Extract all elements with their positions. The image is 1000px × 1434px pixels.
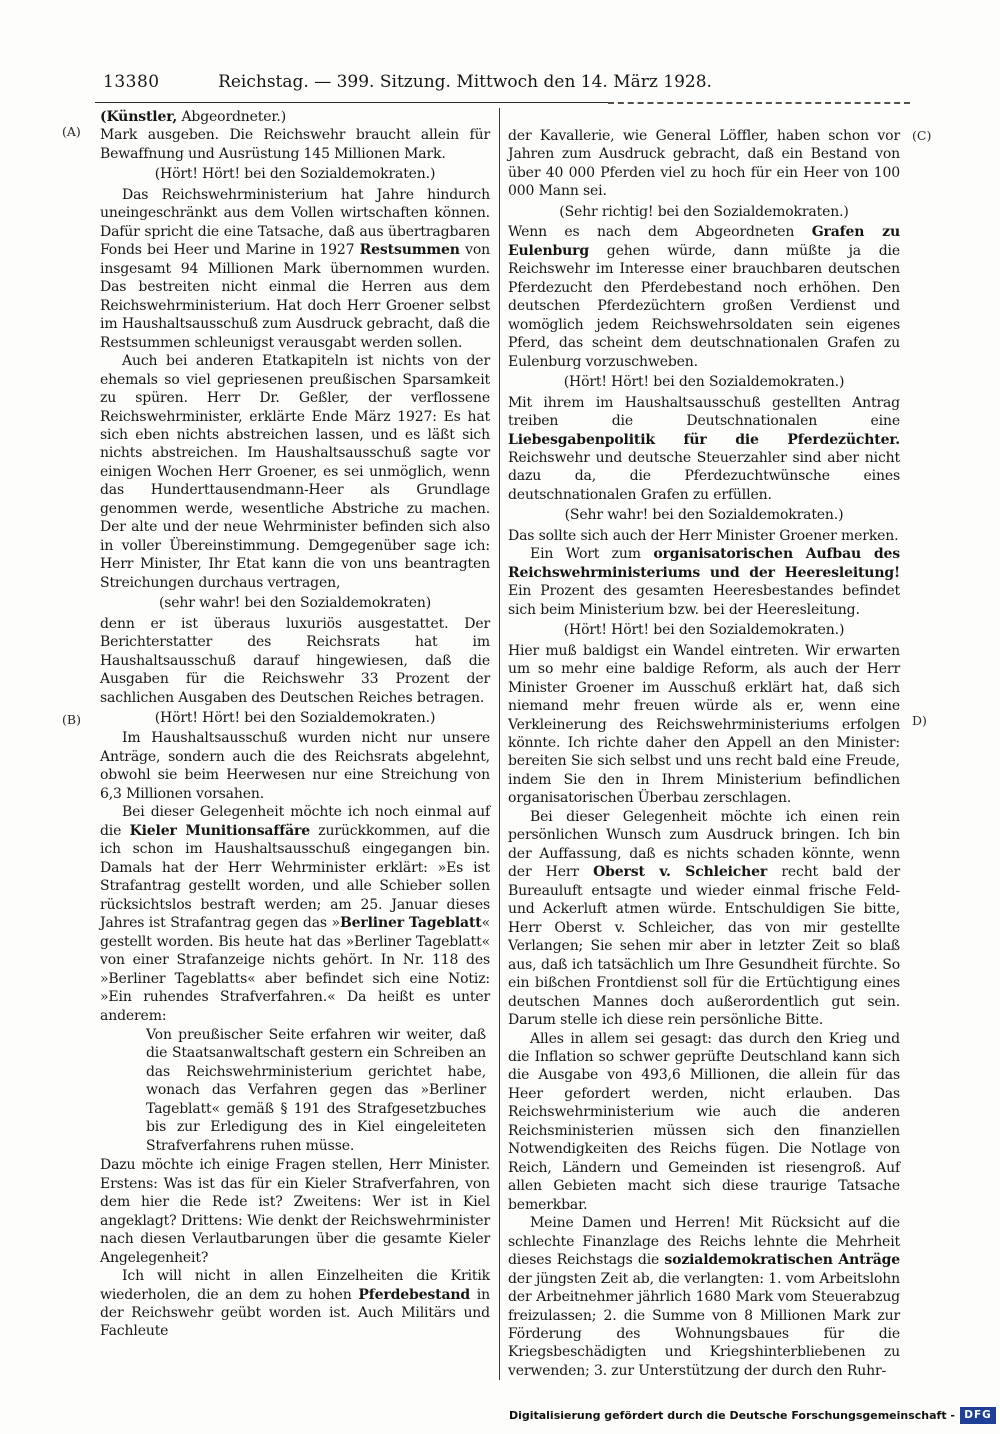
paragraph: Mark ausgeben. Die Reichswehr braucht allein für Bewaffnung und Ausrüstung 145 Millionen Mark. [100,127,490,162]
paragraph: Das Reichswehrministerium hat Jahre hindurch uneingeschränkt aus dem Vollen wirtschaften können. Dafür spricht die eine Tatsache, daß aus übertragbaren Fonds bei Heer und Marine in 1927 Restsummen von insgesamt 94 Millionen Mark übernommen wurden. Das bestreiten nicht einmal die Herren aus dem Reichswehrministerium. Hat doch Herr Groener selbst im Haushaltsausschuß zum Ausdruck gebracht, daß die Restsummen schleunigst verausgabt werden sollen. [100,186,490,351]
column-marker-b: (B) [62,712,81,727]
header-rule-solid [95,102,608,103]
column-left [100,108,490,1380]
paragraph: Im Haushaltsausschuß wurden nicht nur unsere Anträge, sondern auch die des Reichsrats abgelehnt, obwohl sie beim Heerwesen nur eine Streichung von 6,3 Millionen vorsahen. [100,730,490,802]
interjection-line: (sehr wahr! bei den Sozialdemokraten) [158,595,432,612]
column-marker-a: (A) [62,124,81,139]
dfg-logo: DFG [960,1407,996,1424]
footer [509,1407,996,1424]
header-rule-dashed [608,102,910,104]
speaker-line: (Künstler, Abgeordneter.) [100,109,287,125]
paragraph: Ich will nicht in allen Einzelheiten die Kritik wiederholen, die an dem zu hohen Pferdebestand in der Reichswehr geübt worden ist. Auch Militärs und Fachleute [100,1268,490,1340]
interjection-line: (Sehr wahr! bei den Sozialdemokraten.) [564,507,844,524]
column-divider [499,108,500,1380]
page-header [0,72,1000,98]
header-title: Reichstag. — 399. Sitzung. Mittwoch den 14. März 1928. [218,72,712,92]
paragraph: der Kavallerie, wie General Löffler, haben schon vor Jahren zum Ausdruck gebracht, daß ein Bestand von über 40 000 Pferden viel zu hoch für ein Heer von 100 000 Mann sei. [508,128,900,200]
page-number: 13380 [103,72,160,92]
interjection-line: (Sehr richtig! bei den Sozialdemokraten.) [559,203,849,220]
paragraph: denn er ist überaus luxuriös ausgestattet. Der Berichterstatter des Reichsrats hat im Haushaltsausschuß darauf hingewiesen, daß die Ausgaben für die Reichswehr 33 Prozent der sachlichen Ausgaben des Deutschen Reiches betragen. [100,615,490,706]
interjection-line: (Hört! Hört! bei den Sozialdemokraten.) [563,374,845,391]
paragraph: Hier muß baldigst ein Wandel eintreten. Wir erwarten um so mehr eine baldige Reform, als auch der Herr Minister Groener im Ausschuß erklärt hat, daß sich niemand mehr freuen würde als er, wenn eine Verkleinerung des Reichswehrministeriums erfolgen könnte. Ich richte daher den Appell an den Minister: bereiten Sie sich selbst und uns recht bald eine Freude, indem Sie den in Ihrem Ministerium befindlichen organisatorischen Überbau zerschlagen. [508,642,900,807]
paragraph: Wenn es nach dem Abgeordneten Grafen zu Eulenburg gehen würde, dann müßte ja die Reichswehr im Interesse einer brauchbaren deutschen Pferdezucht den Pferdebestand noch erhöhen. Den deutschen Pferdezüchtern großen Verdienst und womöglich jedem Reichswehrsoldaten sein eigenes Pferd, das scheint dem deutschnationalen Grafen zu Eulenburg vorzuschweben. [508,224,900,370]
column-right [508,108,900,1380]
column-marker-c: (C) [912,128,932,143]
paragraph: Auch bei anderen Etatkapiteln ist nichts von der ehemals so viel gepriesenen preußischen Sparsamkeit zu spüren. Herr Dr. Geßler, der verflossene Reichswehrminister, erklärte Ende März 1927: Es hat sich eben nichts abstreichen lassen, und es läßt sich nichts abstreichen. Im Haushaltsausschuß sagte vor einigen Wochen Herr Groener, es sei unmöglich, wenn das Hunderttausendmann-Heer als Grundlage genommen werde, wesentliche Abstriche zu machen. Der alte und der neue Wehrminister befinden sich also in voller Übereinstimmung. Demgegenüber sage ich: Herr Minister, Ihr Etat kann die von uns beantragten Streichungen durchaus vertragen, [100,353,490,591]
interjection-line: (Hört! Hört! bei den Sozialdemokraten.) [154,166,436,183]
header-rule [95,101,910,104]
column-marker-d: D) [912,713,927,728]
text-columns [100,108,906,1380]
paragraph: Dazu möchte ich einige Fragen stellen, Herr Minister. Erstens: Was ist das für ein Kieler Strafverfahren, von dem hier die Rede ist? Zweitens: Wer ist in Kiel angeklagt? Drittens: Wie denkt der Reichswehrminister nach diesen Verlautbarungen über die gesamte Kieler Angelegenheit? [100,1157,490,1266]
paragraph: Bei dieser Gelegenheit möchte ich einen rein persönlichen Wunsch zum Ausdruck bringen. Ich bin der Auffassung, daß es nichts schaden könnte, wenn der Herr Oberst v. Schleicher recht bald der Bureauluft entsagte und wieder einmal frische Feld- und Ackerluft atmen würde. Entschuldigen Sie bitte, Herr Oberst v. Schleicher, das von mir gestellte Verlangen; Sie sehen mir aber in letzter Zeit so blaß aus, daß ich tatsächlich um Ihre Gesundheit fürchte. So ein bißchen Frontdienst soll für die Ertüchtigung eines deutschen Mannes doch außerordentlich gut sein. Darum stelle ich diese rein persönliche Bitte. [508,808,901,1029]
quoted-passage: Von preußischer Seite erfahren wir weiter, daß die Staatsanwaltschaft gestern ein Schreiben an das Reichswehrministerium gerichtet habe, wonach das Verfahren gegen das »Berliner Tageblatt« gemäß § 191 des Strafgesetzbuches bis zur Erledigung des in Kiel eingeleiteten Strafverfahrens ruhen müsse. [146,1026,486,1154]
paragraph: Mit ihrem im Haushaltsausschuß gestellten Antrag treiben die Deutschnationalen eine Liebesgabenpolitik für die Pferdezüchter. Reichswehr und deutsche Steuerzahler sind aber nicht dazu da, die Pferdezuchtwünsche eines deutschnationalen Grafen zu erfüllen. [508,394,900,503]
interjection-line: (Hört! Hört! bei den Sozialdemokraten.) [154,710,436,726]
digitization-credit: Digitalisierung gefördert durch die Deutsche Forschungsgemeinschaft - [508,1409,955,1422]
paragraph: Meine Damen und Herren! Mit Rücksicht auf die schlechte Finanzlage des Reichs lehnte die Mehrheit dieses Reichstags die sozialdemokratischen Anträge der jüngsten Zeit ab, die verlangten: 1. vom Arbeitslohn der Arbeitnehmer jährlich 1680 Mark vom Steuerabzug freizulassen; 2. die Summe von 8 Millionen Mark zur Förderung des Wohnungsbaues für die Kriegsbeschädigten und Kriegshinterbliebenen zu verwenden; 3. zur Unterstützung der durch den Ruhr- [508,1215,901,1379]
paragraph: Das sollte sich auch der Herr Minister Groener merken. [508,527,899,544]
paragraph: Ein Wort zum organisatorischen Aufbau des Reichswehrministeriums und der Heeresleitung! Ein Prozent des gesamten Heeresbestandes befindet sich beim Ministerium bzw. bei der Heeresleitung. [508,546,900,618]
interjection-line: (Hört! Hört! bei den Sozialdemokraten.) [563,622,845,639]
paragraph: Bei dieser Gelegenheit möchte ich noch einmal auf die Kieler Munitionsaffäre zurückkommen, auf die ich schon im Haushaltsausschuß eingegangen bin. Damals hat der Herr Wehrminister erklärt: »Es ist Strafantrag gestellt worden, und alle Schieber sollen rücksichtslos bestraft werden; am 25. Januar dieses Jahres ist Strafantrag gegen das »Berliner Tageblatt« gestellt worden. Bis heute hat das »Berliner Tageblatt« von einer Strafanzeige nichts gehört. In Nr. 118 des »Berliner Tageblatts« aber befindet sich eine Notiz: »Ein ruhendes Strafverfahren.« Da heißt es unter anderem: [100,804,490,1024]
paragraph: Alles in allem sei gesagt: das durch den Krieg und die Inflation so schwer geprüfte Deutschland kann sich die Ausgabe von 493,6 Millionen, die allein für das Heer gefordert werden, nicht erlauben. Das Reichswehrministerium wie auch die anderen Reichsministerien müssen sich den finanziellen Notwendigkeiten des Reichs fügen. Die Notlage von Reich, Ländern und Gemeinden ist riesengroß. Auf allen Gebieten macht sich diese traurige Tatsache bemerkbar. [508,1030,900,1213]
